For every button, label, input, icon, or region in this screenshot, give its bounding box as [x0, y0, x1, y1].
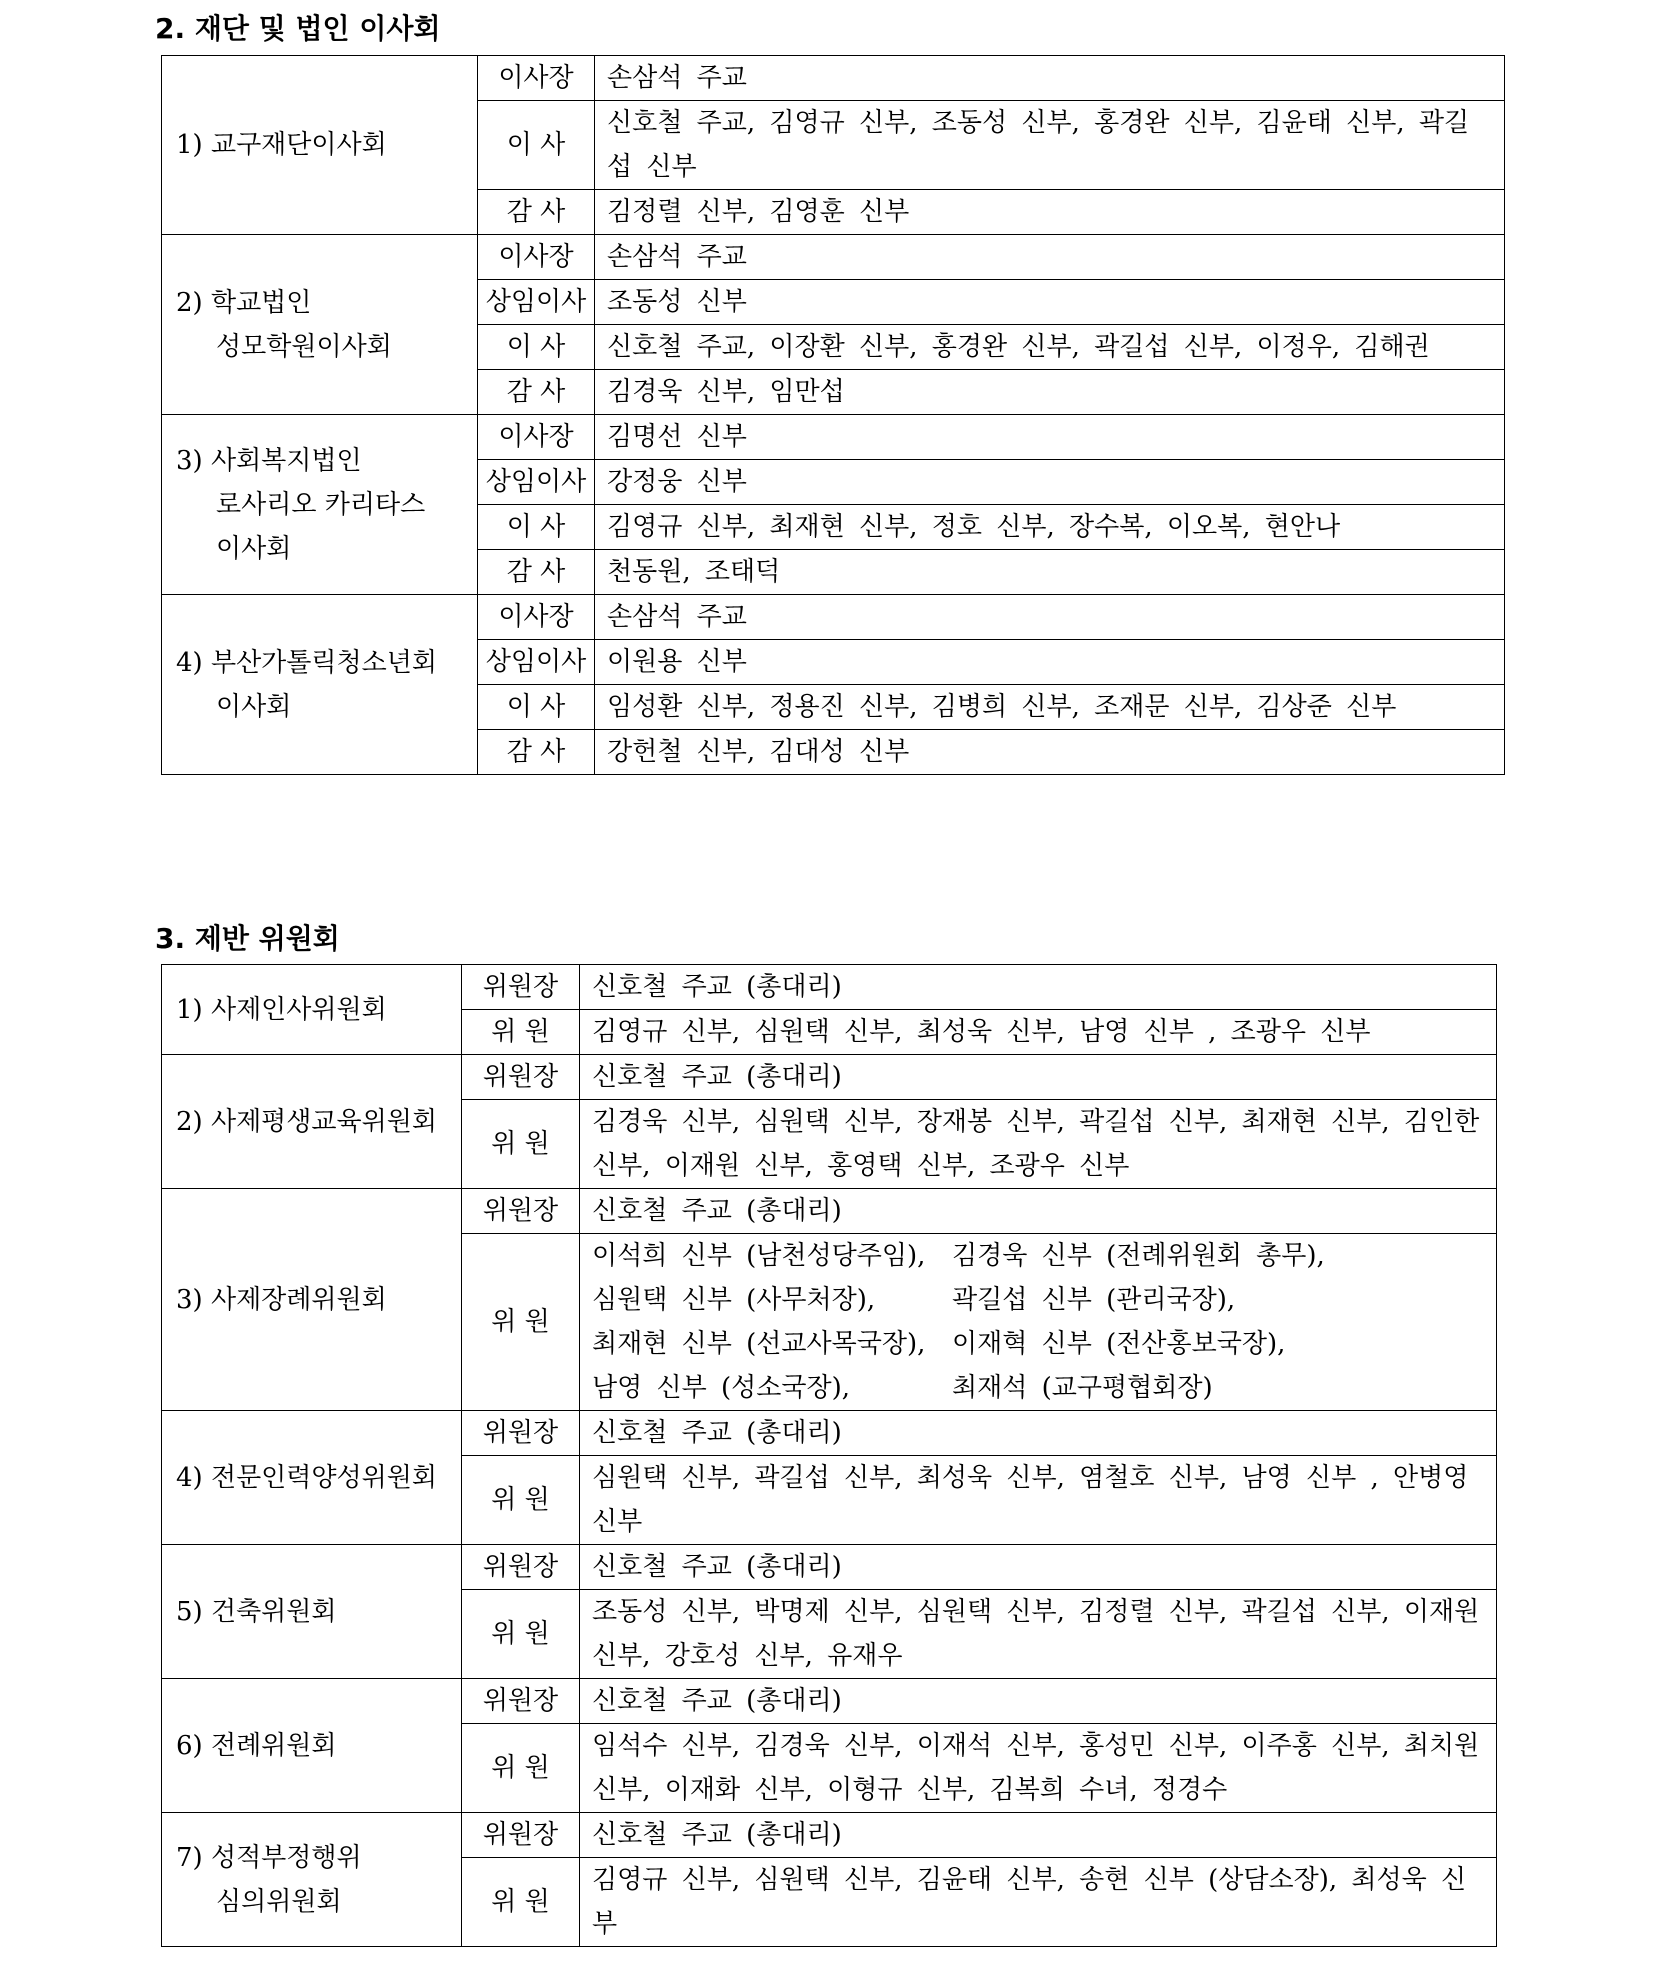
role-cell: 위원장	[462, 965, 580, 1010]
member-pair-line	[592, 1322, 1486, 1366]
member-pair-line	[592, 1234, 1486, 1278]
member-entry: 곽길섭 신부 (관리국장),	[952, 1285, 1236, 1315]
committee-row	[162, 1545, 1497, 1590]
members-cell	[580, 1234, 1497, 1411]
committee-row	[162, 1055, 1497, 1100]
role-cell: 감 사	[478, 370, 595, 415]
member-pair-line	[592, 1278, 1486, 1322]
role-cell: 감 사	[478, 730, 595, 775]
group-name-line: 심의위원회	[216, 1886, 342, 1917]
members-cell: 신호철 주교, 김영규 신부, 조동성 신부, 홍경완 신부, 김윤태 신부, 곽길섭 신부	[595, 101, 1505, 190]
member-entry: 김경욱 신부 (전례위원회 총무),	[952, 1241, 1325, 1271]
group-name-cell	[162, 1813, 462, 1947]
role-cell: 이사장	[478, 56, 595, 101]
member-pair-line	[592, 1366, 1486, 1410]
role-cell: 위원장	[462, 1679, 580, 1724]
role-cell: 위 원	[462, 1100, 580, 1189]
members-cell: 신호철 주교 (총대리)	[580, 1411, 1497, 1456]
role-cell: 위 원	[462, 1590, 580, 1679]
member-entry: 심원택 신부 (사무처장),	[592, 1285, 876, 1315]
group-name-line: 6) 전례위원회	[176, 1730, 337, 1761]
role-cell: 위원장	[462, 1189, 580, 1234]
members-cell: 임성환 신부, 정용진 신부, 김병희 신부, 조재문 신부, 김상준 신부	[595, 685, 1505, 730]
board-row	[162, 595, 1505, 640]
members-cell: 강정웅 신부	[595, 460, 1505, 505]
members-cell: 조동성 신부, 박명제 신부, 심원택 신부, 김정렬 신부, 곽길섭 신부, 이재원 신부, 강호성 신부, 유재우	[580, 1590, 1497, 1679]
members-cell: 조동성 신부	[595, 280, 1505, 325]
group-name-line: 1) 교구재단이사회	[176, 130, 387, 160]
members-cell: 신호철 주교 (총대리)	[580, 1189, 1497, 1234]
member-entry: 최재현 신부 (선교사목국장),	[592, 1329, 926, 1359]
members-cell: 신호철 주교 (총대리)	[580, 1679, 1497, 1724]
committee-row	[162, 1411, 1497, 1456]
committee-row	[162, 1679, 1497, 1724]
role-cell: 위 원	[462, 1858, 580, 1947]
role-cell: 상임이사	[478, 280, 595, 325]
members-cell: 천동원, 조태덕	[595, 550, 1505, 595]
board-table	[161, 55, 1505, 775]
role-cell: 위 원	[462, 1456, 580, 1545]
group-name-cell	[162, 595, 478, 775]
role-cell: 이 사	[478, 685, 595, 730]
role-cell: 위 원	[462, 1010, 580, 1055]
group-name-line: 2) 학교법인	[176, 287, 312, 318]
members-cell: 손삼석 주교	[595, 235, 1505, 280]
committee-row	[162, 965, 1497, 1010]
members-cell: 손삼석 주교	[595, 56, 1505, 101]
committee-table	[161, 964, 1497, 1947]
members-cell: 심원택 신부, 곽길섭 신부, 최성욱 신부, 염철호 신부, 남영 신부 , 안병영 신부	[580, 1456, 1497, 1545]
members-cell: 신호철 주교 (총대리)	[580, 965, 1497, 1010]
members-cell: 김경욱 신부, 심원택 신부, 장재봉 신부, 곽길섭 신부, 최재현 신부, 김인한 신부, 이재원 신부, 홍영택 신부, 조광우 신부	[580, 1100, 1497, 1189]
members-cell: 김정렬 신부, 김영훈 신부	[595, 190, 1505, 235]
role-cell: 이 사	[478, 101, 595, 190]
role-cell: 상임이사	[478, 460, 595, 505]
members-cell: 김경욱 신부, 임만섭	[595, 370, 1505, 415]
group-name-cell	[162, 1411, 462, 1545]
group-name-line: 3) 사회복지법인	[176, 445, 362, 476]
group-name-cell	[162, 56, 478, 235]
member-entry: 최재석 (교구평협회장)	[952, 1373, 1213, 1403]
group-name-line: 성모학원이사회	[216, 331, 392, 362]
member-entry: 이석희 신부 (남천성당주임),	[592, 1241, 926, 1271]
group-name-line: 로사리오 카리타스	[216, 489, 426, 520]
committee-row	[162, 1189, 1497, 1234]
role-cell: 위원장	[462, 1813, 580, 1858]
group-name-cell	[162, 1679, 462, 1813]
group-name-cell	[162, 1545, 462, 1679]
role-cell: 이 사	[478, 325, 595, 370]
board-row	[162, 56, 1505, 101]
role-cell: 이사장	[478, 595, 595, 640]
members-cell: 손삼석 주교	[595, 595, 1505, 640]
member-entry: 남영 신부 (성소국장),	[592, 1373, 851, 1403]
role-cell: 위 원	[462, 1724, 580, 1813]
role-cell: 감 사	[478, 190, 595, 235]
group-name-line: 이사회	[216, 691, 292, 722]
role-cell: 위 원	[462, 1234, 580, 1411]
members-cell: 이원용 신부	[595, 640, 1505, 685]
member-entry: 이재혁 신부 (전산홍보국장),	[952, 1329, 1286, 1359]
members-cell: 신호철 주교 (총대리)	[580, 1055, 1497, 1100]
role-cell: 위원장	[462, 1411, 580, 1456]
members-cell: 김영규 신부, 심원택 신부, 최성욱 신부, 남영 신부 , 조광우 신부	[580, 1010, 1497, 1055]
members-cell: 김영규 신부, 심원택 신부, 김윤태 신부, 송현 신부 (상담소장), 최성욱 신부	[580, 1858, 1497, 1947]
group-name-line: 2) 사제평생교육위원회	[176, 1106, 437, 1137]
members-cell: 김영규 신부, 최재현 신부, 정호 신부, 장수복, 이오복, 현안나	[595, 505, 1505, 550]
role-cell: 위원장	[462, 1545, 580, 1590]
section-3-heading: 3. 제반 위원회	[155, 922, 340, 955]
members-cell: 강헌철 신부, 김대성 신부	[595, 730, 1505, 775]
role-cell: 이 사	[478, 505, 595, 550]
group-name-cell	[162, 1055, 462, 1189]
role-cell: 감 사	[478, 550, 595, 595]
members-cell: 신호철 주교 (총대리)	[580, 1545, 1497, 1590]
group-name-cell	[162, 965, 462, 1055]
role-cell: 이사장	[478, 235, 595, 280]
members-cell: 임석수 신부, 김경욱 신부, 이재석 신부, 홍성민 신부, 이주홍 신부, 최치원 신부, 이재화 신부, 이형규 신부, 김복희 수녀, 정경수	[580, 1724, 1497, 1813]
members-cell: 신호철 주교, 이장환 신부, 홍경완 신부, 곽길섭 신부, 이정우, 김해권	[595, 325, 1505, 370]
role-cell: 상임이사	[478, 640, 595, 685]
group-name-line: 7) 성적부정행위	[176, 1842, 362, 1873]
members-cell: 김명선 신부	[595, 415, 1505, 460]
group-name-cell	[162, 415, 478, 595]
group-name-cell	[162, 1189, 462, 1411]
group-name-cell	[162, 235, 478, 415]
group-name-line: 4) 전문인력양성위원회	[176, 1462, 437, 1493]
group-name-line: 4) 부산가톨릭청소년회	[176, 647, 437, 678]
group-name-line: 1) 사제인사위원회	[176, 994, 387, 1025]
section-2-heading: 2. 재단 및 법인 이사회	[155, 12, 441, 45]
role-cell: 이사장	[478, 415, 595, 460]
role-cell: 위원장	[462, 1055, 580, 1100]
group-name-line: 이사회	[216, 533, 292, 564]
group-name-line: 3) 사제장례위원회	[176, 1284, 387, 1315]
group-name-line: 5) 건축위원회	[176, 1596, 337, 1627]
members-cell: 신호철 주교 (총대리)	[580, 1813, 1497, 1858]
board-row	[162, 415, 1505, 460]
board-row	[162, 235, 1505, 280]
committee-row	[162, 1813, 1497, 1858]
